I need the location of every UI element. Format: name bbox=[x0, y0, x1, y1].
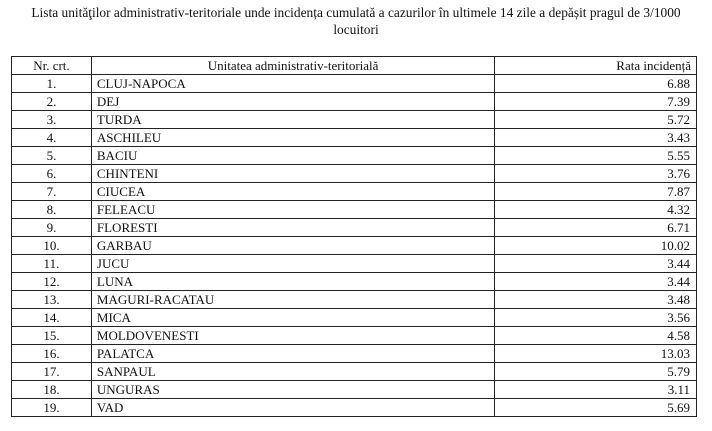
incidence-rate: 10.02 bbox=[495, 237, 697, 255]
incidence-rate: 5.79 bbox=[495, 363, 697, 381]
table-row bbox=[12, 291, 697, 309]
row-number: 19. bbox=[12, 399, 92, 417]
column-header-rate: Rata incidență bbox=[495, 57, 697, 75]
unit-name: PALATCA bbox=[91, 345, 494, 363]
table-row bbox=[12, 219, 697, 237]
unit-name: SANPAUL bbox=[91, 363, 494, 381]
unit-name: MAGURI-RACATAU bbox=[91, 291, 494, 309]
table-header-row bbox=[12, 57, 697, 75]
unit-name: JUCU bbox=[91, 255, 494, 273]
incidence-rate: 3.76 bbox=[495, 165, 697, 183]
table-row bbox=[12, 111, 697, 129]
table-row bbox=[12, 399, 697, 417]
unit-name: BACIU bbox=[91, 147, 494, 165]
unit-name: CIUCEA bbox=[91, 183, 494, 201]
unit-name: VAD bbox=[91, 399, 494, 417]
row-number: 16. bbox=[12, 345, 92, 363]
table-row bbox=[12, 255, 697, 273]
unit-name: MICA bbox=[91, 309, 494, 327]
table-body bbox=[12, 75, 697, 417]
unit-name: LUNA bbox=[91, 273, 494, 291]
table-row bbox=[12, 327, 697, 345]
row-number: 1. bbox=[12, 75, 92, 93]
row-number: 17. bbox=[12, 363, 92, 381]
table-row bbox=[12, 237, 697, 255]
table-row bbox=[12, 129, 697, 147]
table-row bbox=[12, 273, 697, 291]
unit-name: GARBAU bbox=[91, 237, 494, 255]
table-row bbox=[12, 165, 697, 183]
column-header-unit: Unitatea administrativ-teritorială bbox=[91, 57, 494, 75]
row-number: 7. bbox=[12, 183, 92, 201]
table-row bbox=[12, 309, 697, 327]
row-number: 10. bbox=[12, 237, 92, 255]
column-header-number: Nr. crt. bbox=[12, 57, 92, 75]
row-number: 13. bbox=[12, 291, 92, 309]
unit-name: TURDA bbox=[91, 111, 494, 129]
incidence-rate: 13.03 bbox=[495, 345, 697, 363]
unit-name: UNGURAS bbox=[91, 381, 494, 399]
row-number: 18. bbox=[12, 381, 92, 399]
table-row bbox=[12, 93, 697, 111]
unit-name: FELEACU bbox=[91, 201, 494, 219]
unit-name: DEJ bbox=[91, 93, 494, 111]
row-number: 15. bbox=[12, 327, 92, 345]
unit-name: FLORESTI bbox=[91, 219, 494, 237]
incidence-table bbox=[11, 56, 697, 417]
row-number: 4. bbox=[12, 129, 92, 147]
incidence-rate: 3.48 bbox=[495, 291, 697, 309]
table-row bbox=[12, 201, 697, 219]
incidence-rate: 3.43 bbox=[495, 129, 697, 147]
table-row bbox=[12, 183, 697, 201]
title-line-1: Lista unităţilor administrativ-teritoriale unde incidența cumulată a cazurilor în ultimele 14 zile a depășit pragul de 3/1000 bbox=[31, 5, 681, 20]
table-row bbox=[12, 75, 697, 93]
row-number: 8. bbox=[12, 201, 92, 219]
incidence-rate: 3.44 bbox=[495, 273, 697, 291]
incidence-rate: 7.87 bbox=[495, 183, 697, 201]
incidence-rate: 4.58 bbox=[495, 327, 697, 345]
unit-name: CHINTENI bbox=[91, 165, 494, 183]
table-row bbox=[12, 363, 697, 381]
incidence-rate: 3.44 bbox=[495, 255, 697, 273]
row-number: 5. bbox=[12, 147, 92, 165]
incidence-rate: 5.69 bbox=[495, 399, 697, 417]
title-line-2: locuitori bbox=[333, 22, 379, 37]
row-number: 3. bbox=[12, 111, 92, 129]
row-number: 12. bbox=[12, 273, 92, 291]
incidence-rate: 3.56 bbox=[495, 309, 697, 327]
table-row bbox=[12, 381, 697, 399]
incidence-rate: 6.71 bbox=[495, 219, 697, 237]
row-number: 2. bbox=[12, 93, 92, 111]
unit-name: MOLDOVENESTI bbox=[91, 327, 494, 345]
incidence-rate: 6.88 bbox=[495, 75, 697, 93]
incidence-rate: 3.11 bbox=[495, 381, 697, 399]
table-row bbox=[12, 345, 697, 363]
row-number: 9. bbox=[12, 219, 92, 237]
document-title bbox=[0, 4, 712, 38]
incidence-rate: 7.39 bbox=[495, 93, 697, 111]
incidence-rate: 5.55 bbox=[495, 147, 697, 165]
unit-name: ASCHILEU bbox=[91, 129, 494, 147]
row-number: 14. bbox=[12, 309, 92, 327]
incidence-rate: 5.72 bbox=[495, 111, 697, 129]
incidence-rate: 4.32 bbox=[495, 201, 697, 219]
row-number: 6. bbox=[12, 165, 92, 183]
table-row bbox=[12, 147, 697, 165]
unit-name: CLUJ-NAPOCA bbox=[91, 75, 494, 93]
row-number: 11. bbox=[12, 255, 92, 273]
